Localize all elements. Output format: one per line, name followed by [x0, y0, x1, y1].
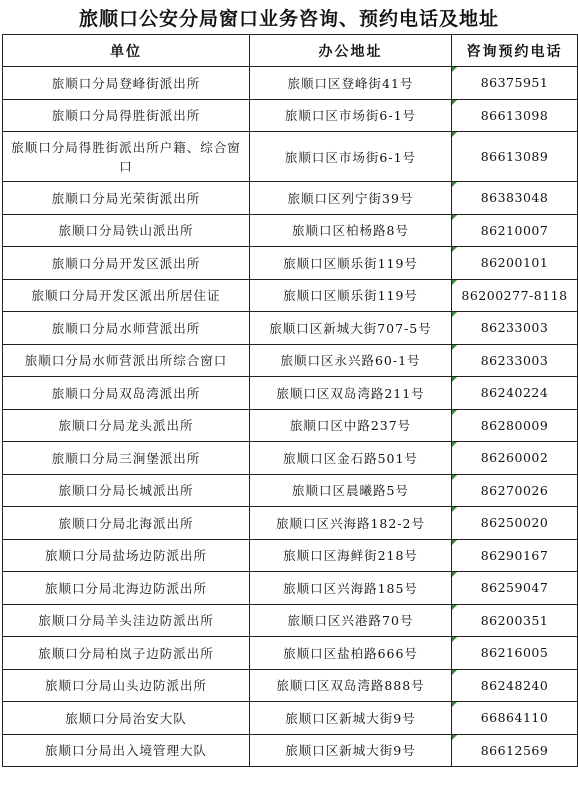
unit-cell: 旅顺口分局三涧堡派出所	[3, 442, 250, 475]
unit-cell: 旅顺口分局羊头洼边防派出所	[3, 604, 250, 637]
header-unit: 单位	[3, 35, 250, 67]
address-cell: 旅顺口区中路237号	[250, 409, 452, 442]
address-cell: 旅顺口区双岛湾路211号	[250, 377, 452, 410]
address-cell: 旅顺口区新城大街9号	[250, 702, 452, 735]
table-row	[3, 312, 578, 345]
unit-cell: 旅顺口分局光荣街派出所	[3, 182, 250, 215]
phone-cell: 86270026	[452, 474, 578, 507]
table-row	[3, 409, 578, 442]
address-cell: 旅顺口区新城大街707-5号	[250, 312, 452, 345]
phone-cell: 86280009	[452, 409, 578, 442]
phone-cell: 86233003	[452, 312, 578, 345]
address-cell: 旅顺口区列宁街39号	[250, 182, 452, 215]
table-row	[3, 67, 578, 100]
phone-cell: 86240224	[452, 377, 578, 410]
address-cell: 旅顺口区登峰街41号	[250, 67, 452, 100]
table-row	[3, 99, 578, 132]
phone-cell: 86210007	[452, 214, 578, 247]
unit-cell: 旅顺口分局水师营派出所	[3, 312, 250, 345]
unit-cell: 旅顺口分局龙头派出所	[3, 409, 250, 442]
table-body	[3, 67, 578, 767]
unit-cell: 旅顺口分局北海边防派出所	[3, 572, 250, 605]
table-row	[3, 572, 578, 605]
address-cell: 旅顺口区兴港路70号	[250, 604, 452, 637]
table-row	[3, 214, 578, 247]
table-row	[3, 442, 578, 475]
header-address: 办公地址	[250, 35, 452, 67]
address-cell: 旅顺口区永兴路60-1号	[250, 344, 452, 377]
table-row	[3, 344, 578, 377]
phone-cell: 86248240	[452, 669, 578, 702]
phone-cell: 86383048	[452, 182, 578, 215]
address-cell: 旅顺口区市场街6-1号	[250, 99, 452, 132]
unit-cell: 旅顺口分局水师营派出所综合窗口	[3, 344, 250, 377]
unit-cell: 旅顺口分局长城派出所	[3, 474, 250, 507]
phone-cell: 86216005	[452, 637, 578, 670]
contact-table	[2, 34, 578, 767]
unit-cell: 旅顺口分局开发区派出所	[3, 247, 250, 280]
unit-cell: 旅顺口分局登峰街派出所	[3, 67, 250, 100]
unit-cell: 旅顺口分局双岛湾派出所	[3, 377, 250, 410]
address-cell: 旅顺口区金石路501号	[250, 442, 452, 475]
table-row	[3, 604, 578, 637]
unit-cell: 旅顺口分局出入境管理大队	[3, 734, 250, 767]
phone-cell: 86200351	[452, 604, 578, 637]
phone-cell: 86290167	[452, 539, 578, 572]
phone-cell: 86260002	[452, 442, 578, 475]
table-row	[3, 734, 578, 767]
unit-cell: 旅顺口分局开发区派出所居住证	[3, 279, 250, 312]
table-row	[3, 702, 578, 735]
unit-cell: 旅顺口分局得胜街派出所户籍、综合窗口	[3, 132, 250, 182]
address-cell: 旅顺口区晨曦路5号	[250, 474, 452, 507]
address-cell: 旅顺口区市场街6-1号	[250, 132, 452, 182]
table-row	[3, 247, 578, 280]
table-row	[3, 507, 578, 540]
address-cell: 旅顺口区顺乐街119号	[250, 279, 452, 312]
phone-cell: 66864110	[452, 702, 578, 735]
header-phone: 咨询预约电话	[452, 35, 578, 67]
address-cell: 旅顺口区新城大街9号	[250, 734, 452, 767]
address-cell: 旅顺口区海鲜街218号	[250, 539, 452, 572]
phone-cell: 86200277-8118	[452, 279, 578, 312]
phone-cell: 86200101	[452, 247, 578, 280]
unit-cell: 旅顺口分局治安大队	[3, 702, 250, 735]
address-cell: 旅顺口区双岛湾路888号	[250, 669, 452, 702]
unit-cell: 旅顺口分局北海派出所	[3, 507, 250, 540]
phone-cell: 86613089	[452, 132, 578, 182]
phone-cell: 86375951	[452, 67, 578, 100]
table-row	[3, 474, 578, 507]
table-row	[3, 377, 578, 410]
unit-cell: 旅顺口分局盐场边防派出所	[3, 539, 250, 572]
address-cell: 旅顺口区柏杨路8号	[250, 214, 452, 247]
table-row	[3, 182, 578, 215]
table-row	[3, 637, 578, 670]
address-cell: 旅顺口区盐柏路666号	[250, 637, 452, 670]
phone-cell: 86233003	[452, 344, 578, 377]
unit-cell: 旅顺口分局山头边防派出所	[3, 669, 250, 702]
phone-cell: 86612569	[452, 734, 578, 767]
table-header-row	[3, 35, 578, 67]
table-row	[3, 539, 578, 572]
table-row	[3, 132, 578, 182]
address-cell: 旅顺口区兴海路185号	[250, 572, 452, 605]
unit-cell: 旅顺口分局柏岚子边防派出所	[3, 637, 250, 670]
page-title: 旅顺口公安分局窗口业务咨询、预约电话及地址	[78, 8, 499, 30]
phone-cell: 86613098	[452, 99, 578, 132]
phone-cell: 86250020	[452, 507, 578, 540]
phone-cell: 86259047	[452, 572, 578, 605]
table-row	[3, 669, 578, 702]
unit-cell: 旅顺口分局得胜街派出所	[3, 99, 250, 132]
unit-cell: 旅顺口分局铁山派出所	[3, 214, 250, 247]
address-cell: 旅顺口区兴海路182-2号	[250, 507, 452, 540]
table-row	[3, 279, 578, 312]
address-cell: 旅顺口区顺乐街119号	[250, 247, 452, 280]
